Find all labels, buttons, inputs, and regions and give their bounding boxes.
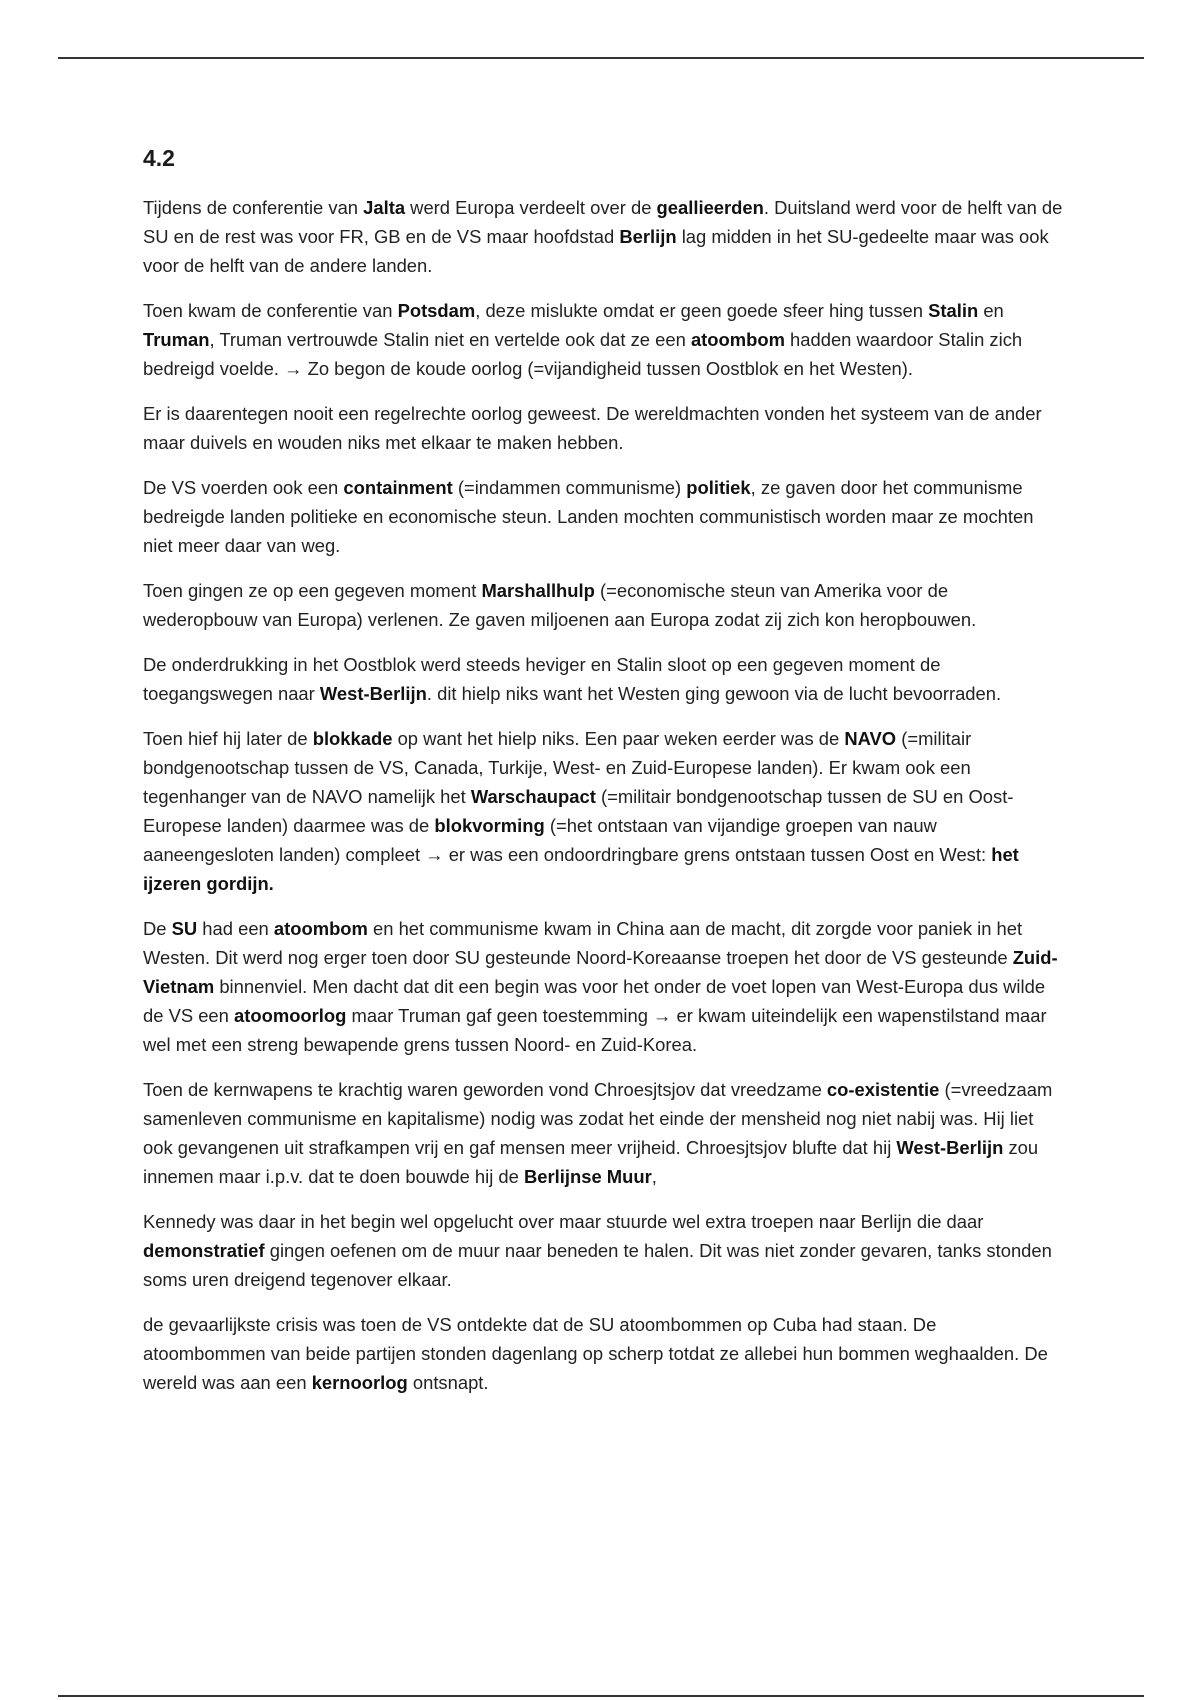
bold-term: Stalin [928,299,979,321]
bold-term: blokkade [312,727,393,749]
paragraph [143,914,1063,1059]
text-run: (=economische steun van Amerika voor de wederopbouw van Europa) verlenen. Ze gaven miljoenen aan Europa zodat zij zich kon heropbouwen. [143,579,977,630]
text-run: binnenviel. Men dacht dat dit een begin was voor het onder de voet lopen van West-Europa dus wilde de VS een [143,975,1046,1026]
paragraph [143,399,1063,457]
text-run: (=het ontstaan van vijandige groepen van nauw aaneengesloten landen) compleet → er was een ondoordringbare grens ontstaan tussen Oost en West: [143,814,992,865]
paragraph [143,576,1063,634]
footer-rule [58,1695,1144,1697]
text-run: (=militair bondgenootschap tussen de VS, Canada, Turkije, West- en Zuid-Europese landen). Er kwam ook een tegenhanger van de NAVO namelijk het [143,727,972,807]
text-run: De VS voerden ook een [143,476,344,498]
bold-term: Berlijn [619,225,677,247]
text-run: (=indammen communisme) [452,476,687,498]
page-content [143,145,1063,1413]
text-run: Toen de kernwapens te krachtig waren geworden vond Chroesjtsjov dat vreedzame [143,1078,827,1100]
bold-term: het ijzeren gordijn. [143,843,1019,894]
bold-term: Warschaupact [470,785,596,807]
text-run: de gevaarlijkste crisis was toen de VS ontdekte dat de SU atoombommen op Cuba had staan. De atoombommen van beide partijen stonden dagenlang op scherp totdat ze allebei hun bommen weghaalden. De wereld was aan een [143,1313,1048,1393]
paragraph [143,1310,1063,1397]
section-heading: 4.2 [143,145,175,171]
text-run: , Truman vertrouwde Stalin niet en vertelde ook dat ze een [209,328,691,350]
text-run: en het communisme kwam in China aan de macht, dit zorgde voor paniek in het Westen. Dit werd nog erger toen door SU gesteunde Noord-Koreaanse troepen het door de VS gesteunde [143,917,1023,968]
text-run: en [978,299,1004,321]
text-run: , deze mislukte omdat er geen goede sfeer hing tussen [475,299,929,321]
text-run: De onderdrukking in het Oostblok werd steeds heviger en Stalin sloot op een gegeven moment de toegangswegen naar [143,653,941,704]
bold-term: politiek [686,476,751,498]
bold-term: SU [171,917,198,939]
bold-term: atoombom [690,328,785,350]
bold-term: West-Berlijn [896,1136,1004,1158]
paragraph [143,724,1063,898]
bold-term: atoombom [273,917,368,939]
text-run: lag midden in het SU-gedeelte maar was ook voor de helft van de andere landen. [143,225,1049,276]
text-run: , [651,1165,657,1187]
text-run: hadden waardoor Stalin zich bedreigd voelde. → Zo begon de koude oorlog (=vijandigheid tussen Oostblok en het Westen). [143,328,1023,379]
text-run: , ze gaven door het communisme bedreigde landen politieke en economische steun. Landen mochten communistisch worden maar ze mochten niet meer daar van weg. [143,476,1034,556]
bold-term: demonstratief [143,1239,265,1261]
paragraph [143,650,1063,708]
text-run: Toen kwam de conferentie van [143,299,398,321]
text-run: Toen hief hij later de [143,727,313,749]
text-run: had een [197,917,274,939]
bold-term: Truman [143,328,210,350]
paragraph [143,193,1063,280]
bold-term: co-existentie [826,1078,940,1100]
text-run: Er is daarentegen nooit een regelrechte oorlog geweest. De wereldmachten vonden het systeem van de ander maar duivels en wouden niks met elkaar te maken hebben. [143,402,1042,453]
text-run: De [143,917,172,939]
bold-term: NAVO [844,727,897,749]
text-run: op want het hielp niks. Een paar weken eerder was de [392,727,845,749]
header-rule [58,57,1144,59]
bold-term: Zuid-Vietnam [143,946,1058,997]
bold-term: blokvorming [434,814,545,836]
text-run: (=militair bondgenootschap tussen de SU en Oost-Europese landen) daarmee was de [143,785,1014,836]
text-run: Toen gingen ze op een gegeven moment [143,579,482,601]
text-run: (=vreedzaam samenleven communisme en kapitalisme) nodig was zodat het einde der mensheid nog niet nabij was. Hij liet ook gevangenen uit strafkampen vrij en gaf mensen meer vrijheid. Chroesjtsjov blufte dat hij [143,1078,1053,1158]
body-text [143,193,1063,1397]
text-run: . dit hielp niks want het Westen ging gewoon via de lucht bevoorraden. [426,682,1002,704]
bold-term: atoomoorlog [234,1004,347,1026]
bold-term: Potsdam [397,299,476,321]
text-run: zou innemen maar i.p.v. dat te doen bouwde hij de [143,1136,1039,1187]
text-run: Tijdens de conferentie van [143,196,364,218]
text-run: ontsnapt. [407,1371,489,1393]
bold-term: Jalta [363,196,406,218]
bold-term: geallieerden [656,196,764,218]
bold-term: Berlijnse Muur [524,1165,652,1187]
text-run: . Duitsland werd voor de helft van de SU en de rest was voor FR, GB en de VS maar hoofdstad [143,196,1063,247]
paragraph [143,1207,1063,1294]
text-run: maar Truman gaf geen toestemming → er kwam uiteindelijk een wapenstilstand maar wel met een streng bewapende grens tussen Noord- en Zuid-Korea. [143,1004,1047,1055]
text-run: werd Europa verdeelt over de [405,196,657,218]
text-run: Kennedy was daar in het begin wel opgelucht over maar stuurde wel extra troepen naar Berlijn die daar [143,1210,984,1232]
bold-term: West-Berlijn [319,682,427,704]
bold-term: kernoorlog [311,1371,408,1393]
paragraph [143,1075,1063,1191]
text-run: gingen oefenen om de muur naar beneden te halen. Dit was niet zonder gevaren, tanks stonden soms uren dreigend tegenover elkaar. [143,1239,1052,1290]
bold-term: Marshallhulp [481,579,595,601]
bold-term: containment [343,476,453,498]
paragraph [143,473,1063,560]
paragraph [143,296,1063,383]
